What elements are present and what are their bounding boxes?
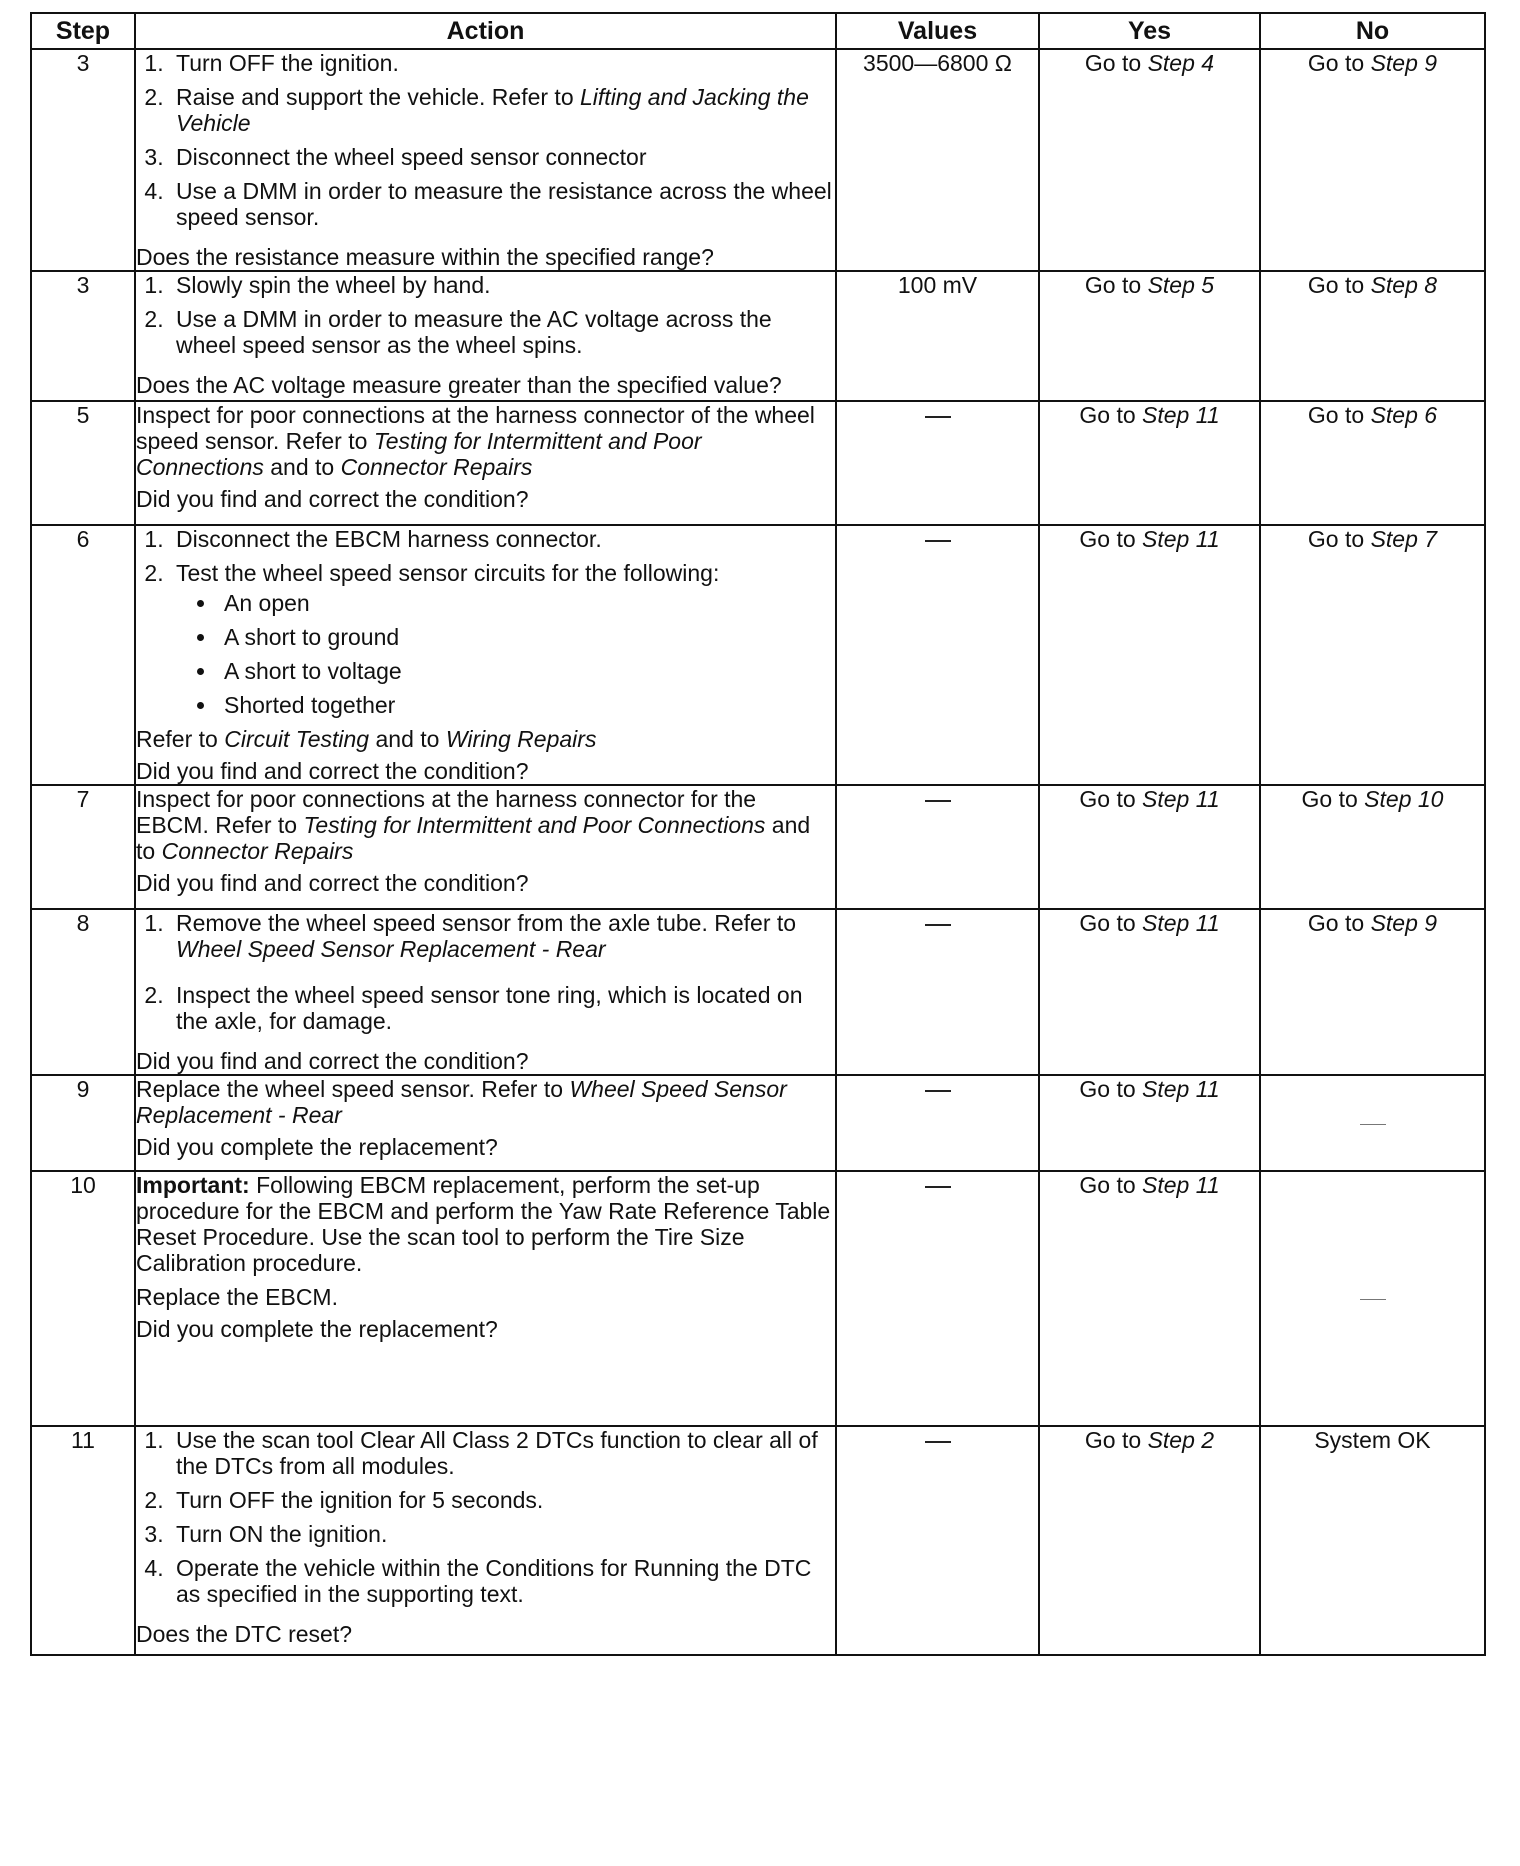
- condition-list: [176, 590, 835, 718]
- step-number: 11: [31, 1426, 135, 1655]
- table-row: [31, 909, 1485, 1075]
- action-steps: [136, 1427, 835, 1615]
- question: Did you complete the replacement?: [136, 1134, 498, 1160]
- action-steps: [136, 50, 835, 238]
- value-cell: [836, 1171, 1039, 1426]
- yes-cell: Go to Step 5: [1039, 271, 1260, 401]
- yes-target: Step 5: [1147, 272, 1215, 298]
- yes-target: Step 11: [1142, 526, 1220, 552]
- action-step: 2. Raise and support the vehicle. Refer to Lifting and Jacking the Vehicle: [170, 84, 835, 136]
- yes-cell: Go to Step 2: [1039, 1426, 1260, 1655]
- dash-icon: [925, 1441, 951, 1443]
- no-target: Step 9: [1370, 50, 1438, 76]
- no-target: Step 8: [1370, 272, 1438, 298]
- value-cell: [836, 1426, 1039, 1655]
- important-note: Important: Following EBCM replacement, perform the set-up procedure for the EBCM and perform the Yaw Rate Reference Table Reset Procedure. Use the scan tool to perform the Tire Size Calibration procedure.: [136, 1172, 831, 1276]
- action-cell: [135, 909, 836, 1075]
- question: Did you find and correct the condition?: [136, 486, 529, 512]
- header-yes: Yes: [1039, 13, 1260, 49]
- dash-icon: [1360, 1299, 1386, 1300]
- question: Did you find and correct the condition?: [136, 870, 529, 896]
- question: Does the AC voltage measure greater than the specified value?: [136, 372, 782, 398]
- action-text: Replace the wheel speed sensor. Refer to Wheel Speed Sensor Replacement - Rear: [136, 1076, 787, 1128]
- action-cell: [135, 785, 836, 909]
- action-step: 1. Disconnect the EBCM harness connector.: [170, 526, 835, 552]
- action-cell: [135, 401, 836, 525]
- action-step: 2. Turn OFF the ignition for 5 seconds.: [170, 1487, 835, 1513]
- action-cell: [135, 1075, 836, 1171]
- dash-icon: [925, 540, 951, 542]
- list-item: • An open: [218, 590, 835, 616]
- table-row: [31, 525, 1485, 785]
- list-item: • A short to ground: [218, 624, 835, 650]
- question: Does the DTC reset?: [136, 1621, 353, 1647]
- yes-target: Step 2: [1147, 1427, 1215, 1453]
- step-number: 9: [31, 1075, 135, 1171]
- value-cell: [836, 909, 1039, 1075]
- yes-cell: Go to Step 11: [1039, 401, 1260, 525]
- dash-icon: [925, 800, 951, 802]
- table-row: [31, 1426, 1485, 1655]
- action-steps: [136, 272, 835, 366]
- value-cell: 3500—6800 Ω: [836, 49, 1039, 271]
- question: Did you find and correct the condition?: [136, 758, 529, 784]
- yes-cell: Go to Step 11: [1039, 1171, 1260, 1426]
- value-cell: [836, 401, 1039, 525]
- action-steps: [136, 526, 835, 718]
- dash-icon: [1360, 1124, 1386, 1125]
- value-cell: [836, 1075, 1039, 1171]
- action-step: 3. Disconnect the wheel speed sensor connector: [170, 144, 835, 170]
- header-no: No: [1260, 13, 1485, 49]
- table-row: [31, 1075, 1485, 1171]
- yes-target: Step 11: [1142, 402, 1220, 428]
- table-row: [31, 271, 1485, 401]
- no-cell: [1260, 1171, 1485, 1426]
- yes-target: Step 11: [1142, 1076, 1220, 1102]
- header-row: [31, 13, 1485, 49]
- table-row: [31, 49, 1485, 271]
- action-step: 4. Use a DMM in order to measure the resistance across the wheel speed sensor.: [170, 178, 835, 230]
- yes-cell: Go to Step 11: [1039, 525, 1260, 785]
- no-target: Step 7: [1370, 526, 1438, 552]
- reference-text: Refer to Circuit Testing and to Wiring Repairs: [136, 726, 597, 752]
- yes-target: Step 11: [1142, 1172, 1220, 1198]
- no-target: Step 10: [1364, 786, 1444, 812]
- step-number: 7: [31, 785, 135, 909]
- dash-icon: [925, 416, 951, 418]
- header-values: Values: [836, 13, 1039, 49]
- dash-icon: [925, 1090, 951, 1092]
- action-step: 3. Turn ON the ignition.: [170, 1521, 835, 1547]
- question: Did you complete the replacement?: [136, 1316, 498, 1342]
- step-number: 5: [31, 401, 135, 525]
- list-item: • Shorted together: [218, 692, 835, 718]
- no-cell: Go to Step 8: [1260, 271, 1485, 401]
- yes-cell: Go to Step 11: [1039, 785, 1260, 909]
- step-number: 6: [31, 525, 135, 785]
- yes-target: Step 11: [1142, 786, 1220, 812]
- action-cell: [135, 271, 836, 401]
- no-cell: Go to Step 7: [1260, 525, 1485, 785]
- step-number: 3: [31, 271, 135, 401]
- no-cell: Go to Step 9: [1260, 49, 1485, 271]
- no-cell: System OK: [1260, 1426, 1485, 1655]
- value-cell: [836, 525, 1039, 785]
- step-number: 10: [31, 1171, 135, 1426]
- dash-icon: [925, 1186, 951, 1188]
- action-step: 4. Operate the vehicle within the Conditions for Running the DTC as specified in the supporting text.: [170, 1555, 835, 1607]
- action-step: 2. Test the wheel speed sensor circuits for the following: • An open • A short to ground • A short to voltage • Shorted together: [170, 560, 835, 718]
- step-number: 8: [31, 909, 135, 1075]
- no-cell: Go to Step 6: [1260, 401, 1485, 525]
- header-action: Action: [135, 13, 836, 49]
- question: Does the resistance measure within the specified range?: [136, 244, 714, 270]
- diagnostic-table: [30, 12, 1486, 1656]
- no-target: Step 6: [1370, 402, 1438, 428]
- no-cell: [1260, 1075, 1485, 1171]
- action-cell: [135, 1171, 836, 1426]
- yes-target: Step 11: [1142, 910, 1220, 936]
- table-row: [31, 1171, 1485, 1426]
- action-step: 1. Use the scan tool Clear All Class 2 DTCs function to clear all of the DTCs from all modules.: [170, 1427, 835, 1479]
- action-steps: [136, 910, 835, 1042]
- action-cell: [135, 49, 836, 271]
- action-step: 2. Inspect the wheel speed sensor tone ring, which is located on the axle, for damage.: [170, 982, 835, 1034]
- action-text: Replace the EBCM.: [136, 1284, 338, 1310]
- table-row: [31, 785, 1485, 909]
- value-cell: [836, 785, 1039, 909]
- step-number: 3: [31, 49, 135, 271]
- yes-cell: Go to Step 11: [1039, 1075, 1260, 1171]
- action-step: 1. Turn OFF the ignition.: [170, 50, 835, 76]
- no-cell: Go to Step 10: [1260, 785, 1485, 909]
- yes-cell: Go to Step 11: [1039, 909, 1260, 1075]
- action-step: 2. Use a DMM in order to measure the AC voltage across the wheel speed sensor as the wheel spins.: [170, 306, 835, 358]
- action-cell: [135, 1426, 836, 1655]
- action-text: Inspect for poor connections at the harness connector for the EBCM. Refer to Testing for Intermittent and Poor Connections and to Connector Repairs: [136, 786, 811, 864]
- yes-cell: Go to Step 4: [1039, 49, 1260, 271]
- action-step: 1. Slowly spin the wheel by hand.: [170, 272, 835, 298]
- action-text: Inspect for poor connections at the harness connector of the wheel speed sensor. Refer to Testing for Intermittent and Poor Connections and to Connector Repairs: [136, 402, 815, 480]
- action-step: 1. Remove the wheel speed sensor from the axle tube. Refer to Wheel Speed Sensor Replacement - Rear: [170, 910, 835, 962]
- no-target: Step 9: [1370, 910, 1438, 936]
- action-cell: [135, 525, 836, 785]
- header-step: Step: [31, 13, 135, 49]
- list-item: • A short to voltage: [218, 658, 835, 684]
- table-row: [31, 401, 1485, 525]
- no-cell: Go to Step 9: [1260, 909, 1485, 1075]
- dash-icon: [925, 924, 951, 926]
- yes-target: Step 4: [1147, 50, 1215, 76]
- value-cell: 100 mV: [836, 271, 1039, 401]
- question: Did you find and correct the condition?: [136, 1048, 529, 1074]
